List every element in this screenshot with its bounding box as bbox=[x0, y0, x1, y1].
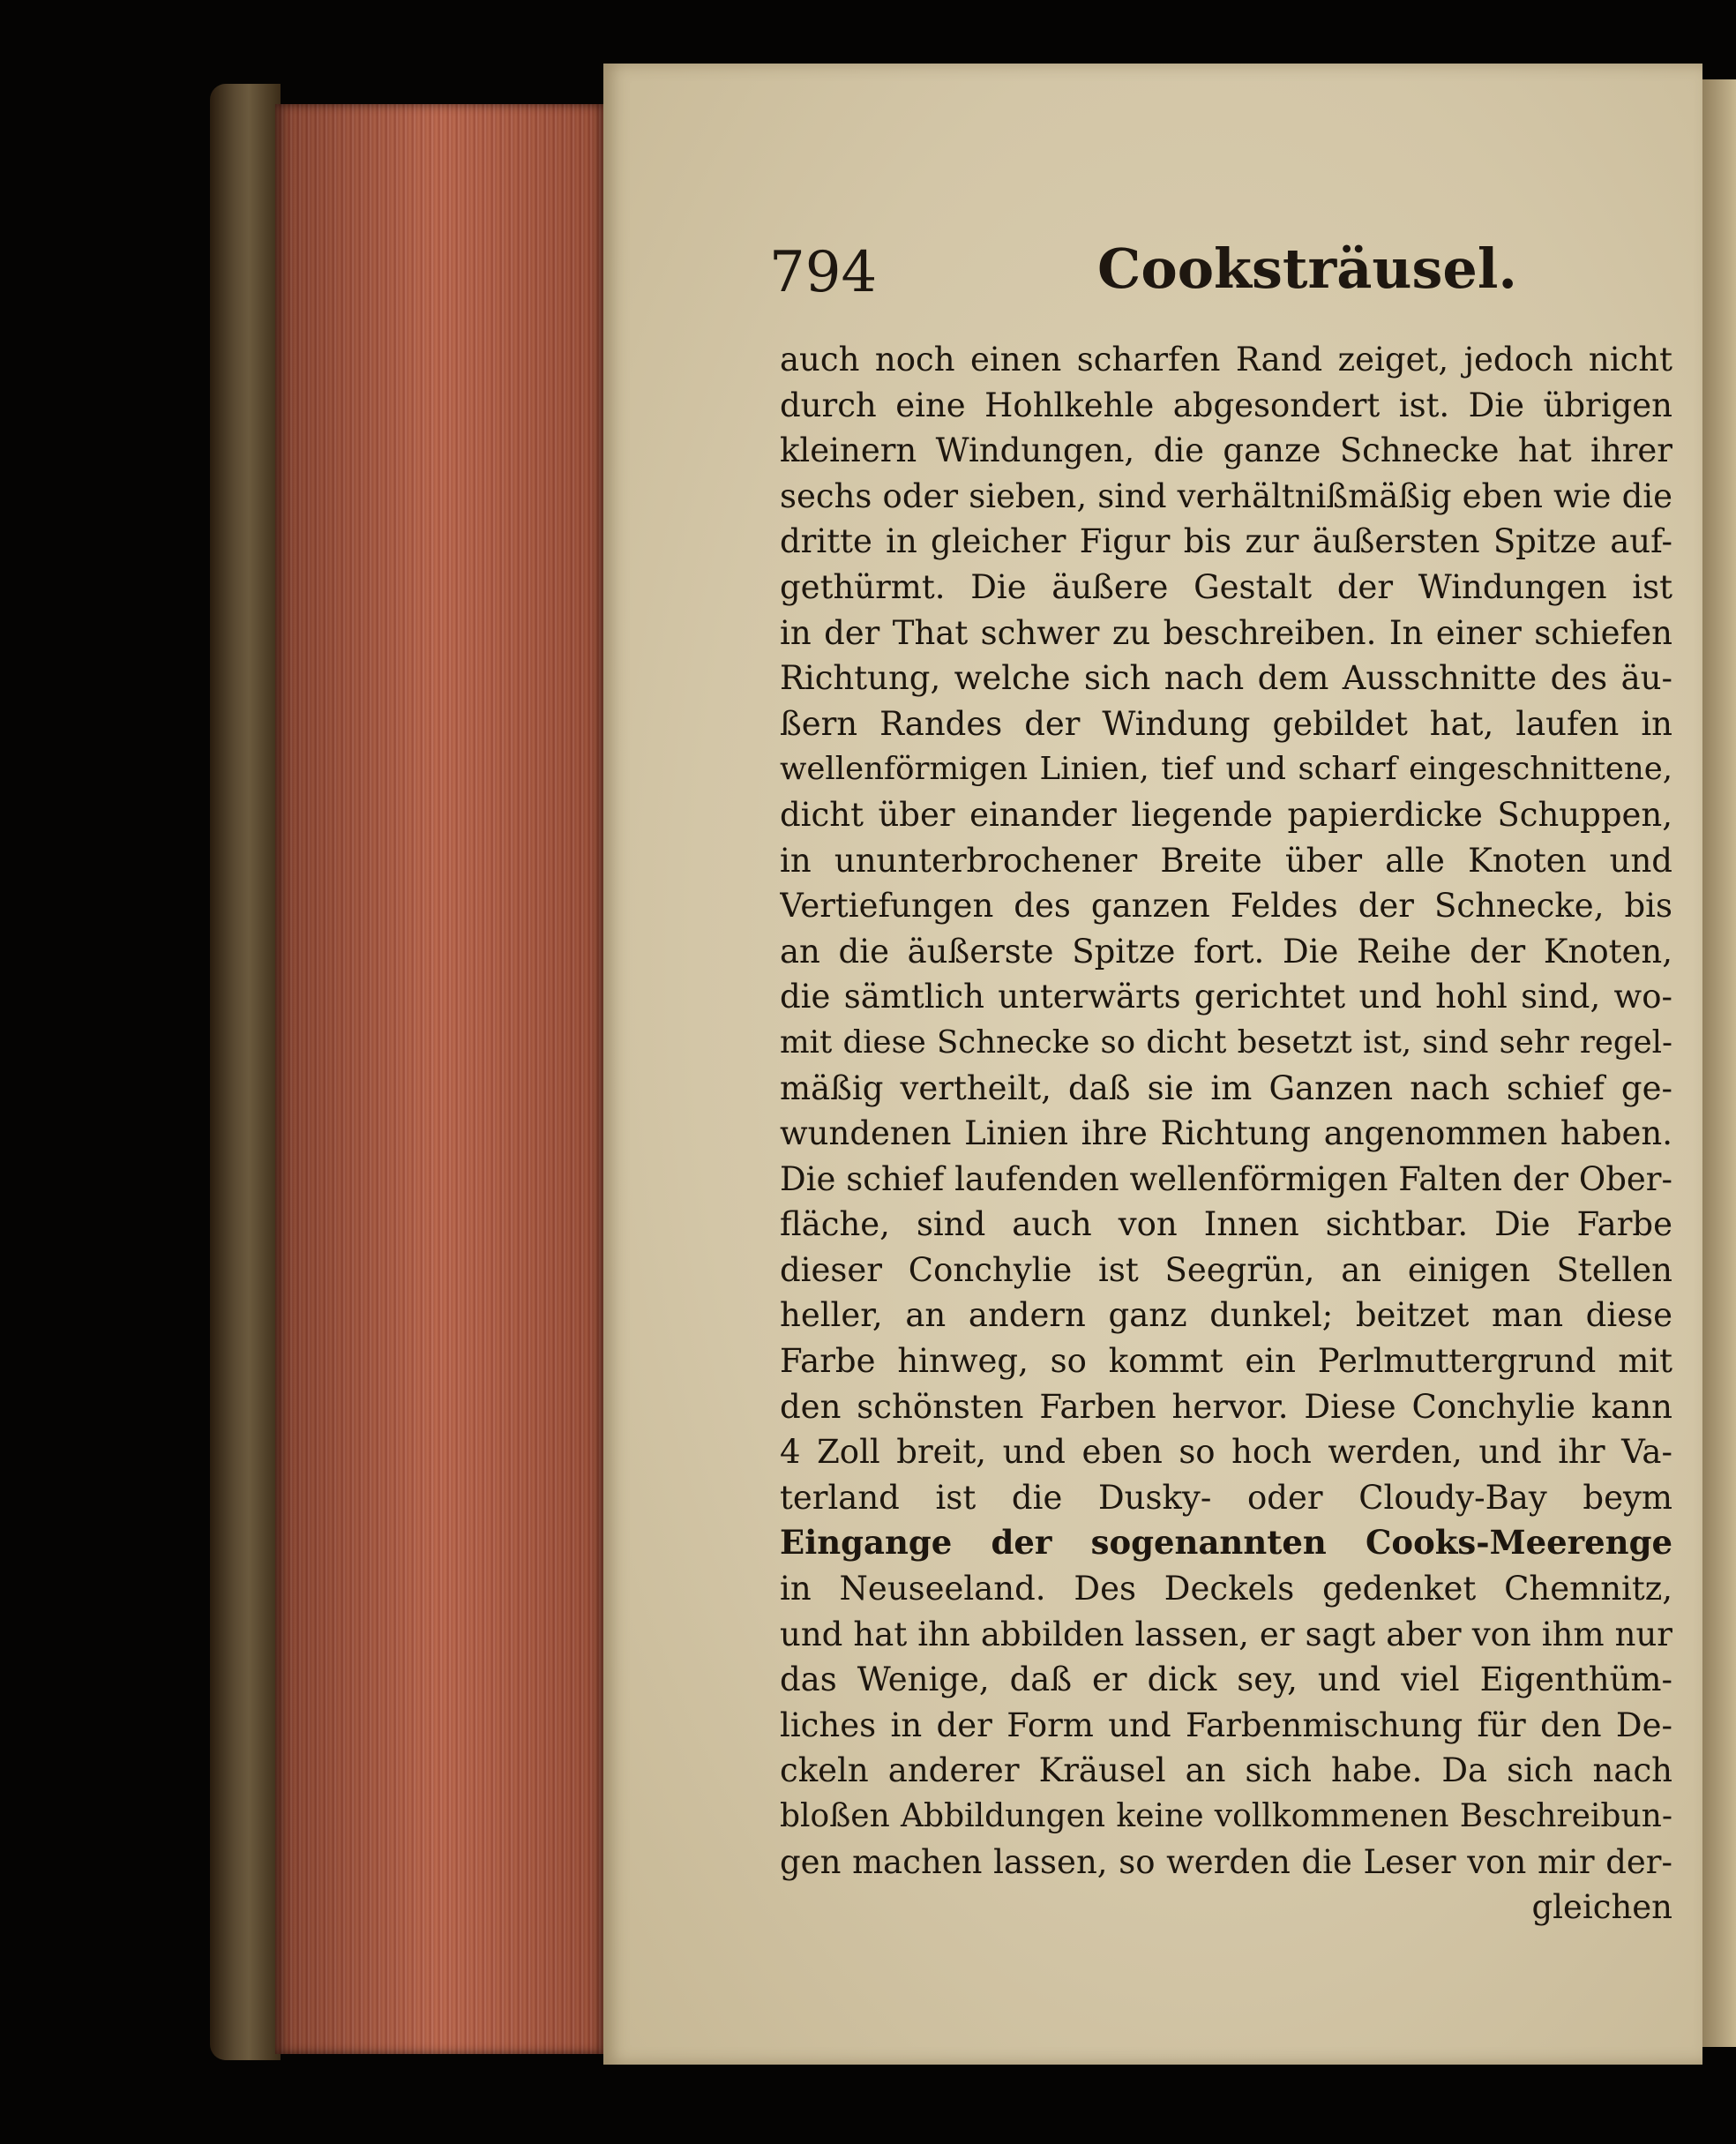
text-line: dicht über einander liegende papierdicke Schuppen, bbox=[780, 795, 1672, 834]
text-line: heller, an andern ganz dunkel; beitzet man diese bbox=[780, 1296, 1672, 1335]
text-line: den schönsten Farben hervor. Diese Conchylie kann bbox=[780, 1387, 1672, 1426]
text-line: durch eine Hohlkehle abgesondert ist. Die übrigen bbox=[780, 386, 1672, 424]
body-text bbox=[780, 337, 1672, 1930]
text-line: terland ist die Dusky- oder Cloudy-Bay beym bbox=[780, 1478, 1672, 1517]
text-line: Farbe hinweg, so kommt ein Perlmuttergrund mit bbox=[780, 1342, 1672, 1381]
text-line: die sämtlich unterwärts gerichtet und hohl sind, wo- bbox=[780, 978, 1672, 1016]
text-line: in der That schwer zu beschreiben. In einer schiefen bbox=[780, 613, 1672, 652]
text-line: liches in der Form und Farbenmischung für den De- bbox=[780, 1705, 1672, 1744]
text-line: fläche, sind auch von Innen sichtbar. Die Farbe bbox=[780, 1205, 1672, 1244]
text-line: wellenförmigen Linien, tief und scharf eingeschnittene, bbox=[780, 751, 1672, 788]
text-line: auch noch einen scharfen Rand zeiget, jedoch nicht bbox=[780, 341, 1672, 379]
text-line: Richtung, welche sich nach dem Ausschnitte des äu- bbox=[780, 659, 1672, 698]
text-line: ckeln anderer Kräusel an sich habe. Da sich nach bbox=[780, 1751, 1672, 1790]
text-line: gethürmt. Die äußere Gestalt der Windungen ist bbox=[780, 567, 1672, 606]
page-edges bbox=[275, 104, 603, 2054]
text-line: und hat ihn abbilden lassen, er sagt aber von ihm nur bbox=[780, 1615, 1672, 1653]
text-line: kleinern Windungen, die ganze Schnecke hat ihrer bbox=[780, 431, 1672, 470]
text-line: das Wenige, daß er dick sey, und viel Eigenthüm- bbox=[780, 1660, 1672, 1699]
text-line: mit diese Schnecke so dicht besetzt ist, sind sehr regel- bbox=[780, 1023, 1672, 1061]
facing-page-edge bbox=[1701, 79, 1736, 2047]
page-title: Cooksträusel. bbox=[1097, 236, 1517, 301]
running-head bbox=[603, 178, 1702, 305]
text-line: an die äußerste Spitze fort. Die Reihe der Knoten, bbox=[780, 932, 1672, 971]
text-line: dieser Conchylie ist Seegrün, an einigen Stellen bbox=[780, 1250, 1672, 1289]
book-spine bbox=[210, 84, 281, 2060]
text-line: in ununterbrochener Breite über alle Knoten und bbox=[780, 841, 1672, 880]
text-line: sechs oder sieben, sind verhältnißmäßig eben wie die bbox=[780, 476, 1672, 515]
text-line: Eingange der sogenannten Cooks-Meerenge bbox=[780, 1523, 1672, 1563]
printed-page bbox=[603, 64, 1702, 2065]
text-line: dritte in gleicher Figur bis zur äußersten Spitze auf- bbox=[780, 522, 1672, 561]
text-line: wundenen Linien ihre Richtung angenommen haben. bbox=[780, 1114, 1672, 1153]
text-line: 4 Zoll breit, und eben so hoch werden, und ihr Va- bbox=[780, 1433, 1672, 1472]
text-line: gen machen lassen, so werden die Leser von mir der- bbox=[780, 1842, 1672, 1881]
text-line: Vertiefungen des ganzen Feldes der Schnecke, bis bbox=[780, 887, 1672, 926]
page-number: 794 bbox=[769, 240, 878, 305]
text-line: Die schief laufenden wellenförmigen Falten der Ober- bbox=[780, 1159, 1672, 1198]
text-line: bloßen Abbildungen keine vollkommenen Beschreibun- bbox=[780, 1798, 1672, 1834]
text-line: ßern Randes der Windung gebildet hat, laufen in bbox=[780, 704, 1672, 743]
text-line: in Neuseeland. Des Deckels gedenket Chemnitz, bbox=[780, 1570, 1672, 1608]
text-line: mäßig vertheilt, daß sie im Ganzen nach schief ge- bbox=[780, 1068, 1672, 1107]
catchword: gleichen bbox=[1531, 1888, 1672, 1927]
